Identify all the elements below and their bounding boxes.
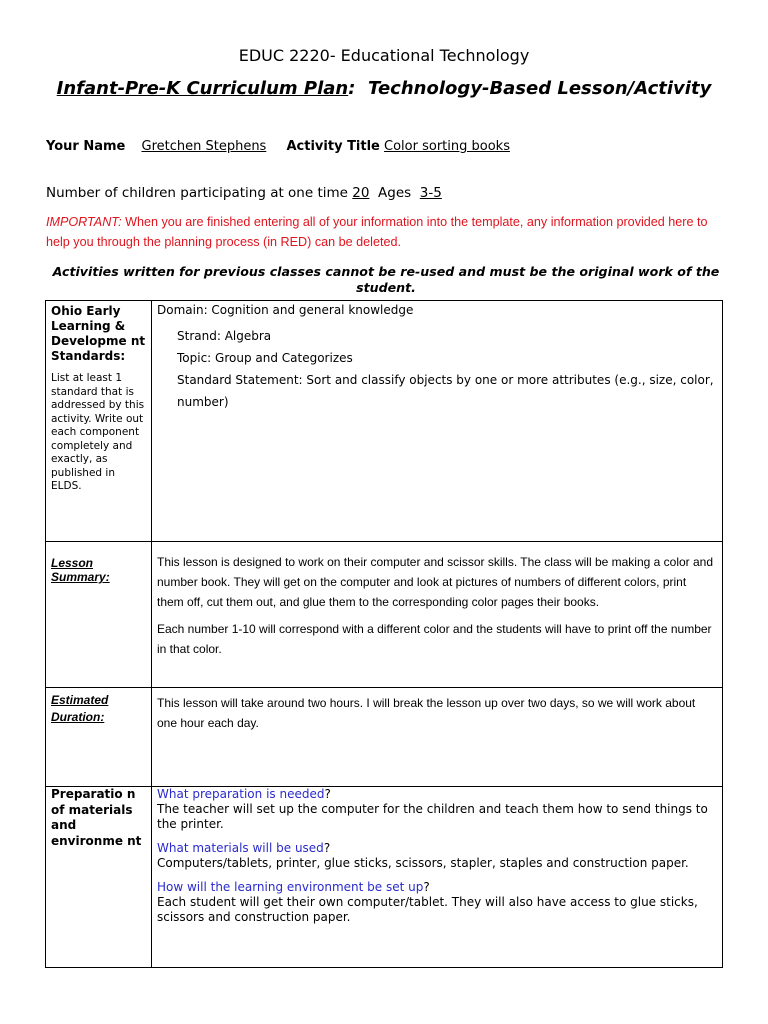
materials-question: What materials will be used bbox=[157, 841, 324, 855]
preparation-label: Preparatio n of materials and environme nt bbox=[51, 787, 142, 848]
summary-para-1: This lesson is designed to work on their computer and scissor skills. The class will be making a color and number book. They will get on the computer and look at pictures of numbers of different colors, print them off, cut them out, and glue them to the corresponding color pages their books. bbox=[157, 555, 714, 609]
ages-value: 3-5 bbox=[419, 185, 442, 201]
name-label: Your Name bbox=[46, 139, 126, 154]
summary-label: Lesson Summary: bbox=[51, 556, 110, 584]
materials-question-mark: ? bbox=[323, 841, 331, 855]
preparation-label-cell bbox=[46, 787, 152, 968]
important-lead: IMPORTANT: bbox=[46, 215, 122, 229]
preparation-row bbox=[46, 787, 723, 968]
environment-answer: Each student will get their own computer/tablet. They will also have access to glue sticks, scissors and construction paper. bbox=[157, 895, 698, 924]
standards-label: Ohio Early Learning & Developme nt Standards: bbox=[51, 304, 146, 363]
duration-text: This lesson will take around two hours. I will break the lesson up over two days, so we will work about one hour each day. bbox=[157, 696, 696, 730]
previous-classes-note: Activities written for previous classes cannot be re-used and must be the original work of the student. bbox=[52, 264, 720, 295]
count-value: 20 bbox=[352, 185, 370, 201]
duration-label: Estimated Duration: bbox=[51, 693, 109, 724]
title-plan: Infant-Pre-K Curriculum Plan bbox=[56, 78, 349, 99]
summary-row bbox=[46, 542, 723, 688]
preparation-question-mark: ? bbox=[324, 787, 331, 801]
ages-label: Ages bbox=[378, 185, 412, 201]
standard-statement: Standard Statement: Sort and classify objects by one or more attributes (e.g., size, color, number) bbox=[177, 373, 714, 409]
count-line bbox=[46, 185, 442, 201]
duration-row bbox=[46, 688, 723, 787]
page-title bbox=[0, 78, 768, 99]
standards-label-cell bbox=[46, 301, 152, 542]
preparation-answer: The teacher will set up the computer for the children and teach them how to send things to the printer. bbox=[157, 802, 708, 831]
plan-table bbox=[45, 300, 723, 968]
standards-hint: List at least 1 standard that is addressed by this activity. Write out each component completely and exactly, as published in ELDS. bbox=[51, 372, 145, 492]
standards-content-cell bbox=[152, 301, 723, 542]
title-colon: : bbox=[348, 78, 356, 99]
important-note bbox=[46, 212, 726, 252]
summary-content-cell bbox=[152, 542, 723, 688]
domain-text: Domain: Cognition and general knowledge bbox=[157, 303, 414, 317]
materials-answer: Computers/tablets, printer, glue sticks, scissors, stapler, staples and construction paper. bbox=[157, 856, 689, 870]
standards-row bbox=[46, 301, 723, 542]
environment-question: How will the learning environment be set up bbox=[157, 880, 424, 894]
name-value: Gretchen Stephens bbox=[141, 139, 267, 154]
activity-label: Activity Title bbox=[286, 139, 380, 154]
course-title: EDUC 2220- Educational Technology bbox=[238, 46, 530, 65]
duration-label-cell bbox=[46, 688, 152, 787]
important-text: When you are finished entering all of your information into the template, any information provided here to help you through the planning process (in RED) can be deleted. bbox=[46, 215, 708, 249]
topic-text: Topic: Group and Categorizes bbox=[177, 351, 353, 365]
summary-label-cell bbox=[46, 542, 152, 688]
count-label: Number of children participating at one time bbox=[46, 185, 348, 201]
preparation-question: What preparation is needed bbox=[157, 787, 325, 801]
name-line bbox=[46, 139, 510, 154]
title-activity: Technology-Based Lesson/Activity bbox=[367, 78, 712, 99]
environment-question-mark: ? bbox=[423, 880, 430, 894]
summary-para-2: Each number 1-10 will correspond with a different color and the students will have to print off the number in that color. bbox=[157, 622, 712, 656]
strand-text: Strand: Algebra bbox=[177, 329, 272, 343]
activity-value: Color sorting books bbox=[384, 139, 510, 154]
preparation-content-cell bbox=[152, 787, 723, 968]
duration-content-cell bbox=[152, 688, 723, 787]
